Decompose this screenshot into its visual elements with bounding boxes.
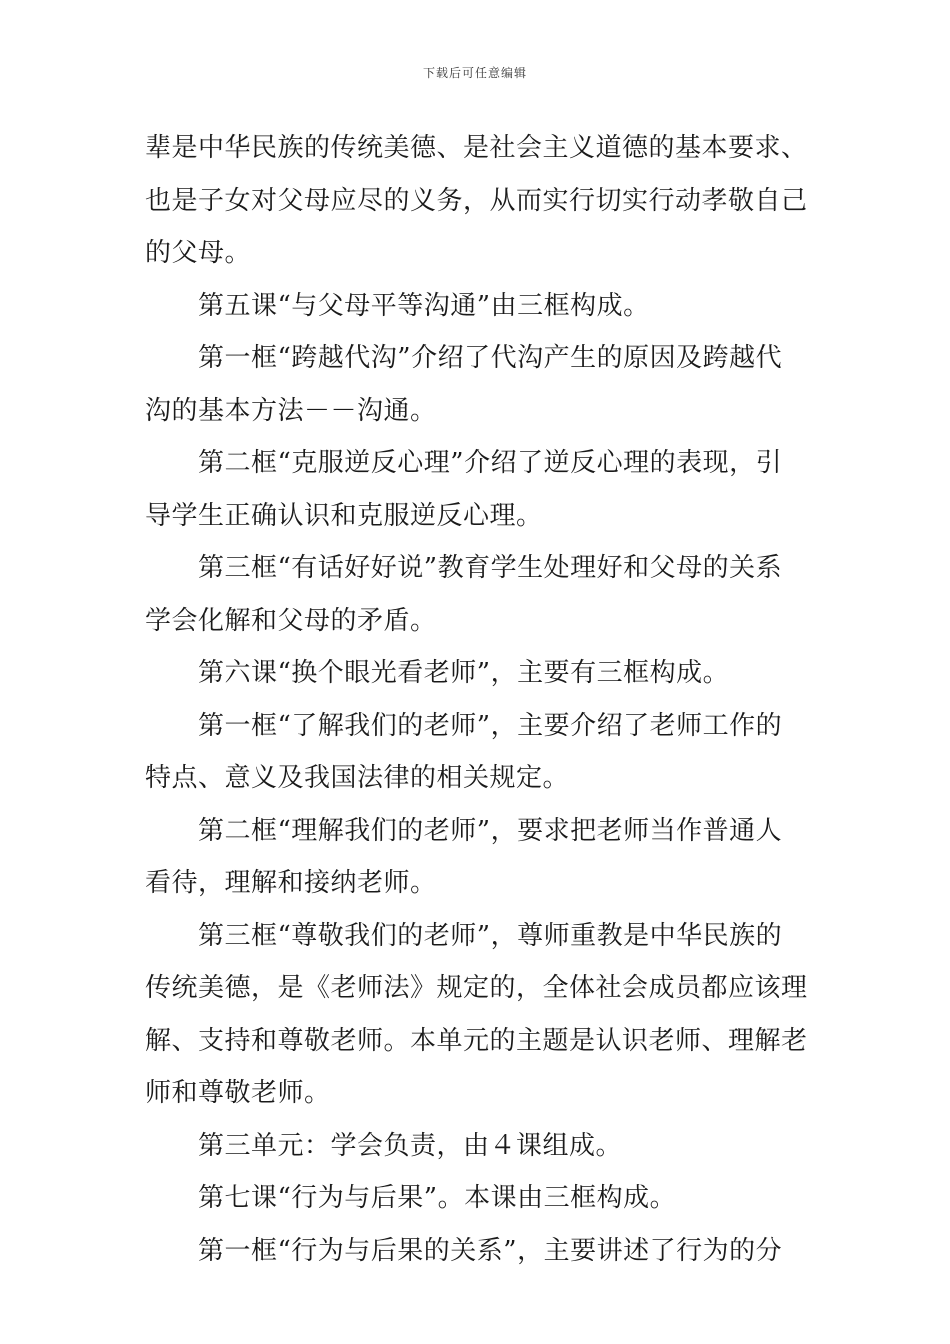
text-line: 第三框“尊敬我们的老师”，尊师重教是中华民族的 <box>198 920 783 951</box>
text-line: 看待，理解和接纳老师。 <box>145 868 437 898</box>
text-line: 第五课“与父母平等沟通”由三框构成。 <box>198 290 650 321</box>
text-line: 也是子女对父母应尽的义务，从而实行切实行动孝敬自己 <box>145 185 808 216</box>
text-line: 师和尊敬老师。 <box>145 1078 331 1108</box>
text-line: 解、支持和尊敬老师。本单元的主题是认识老师、理解老 <box>145 1025 808 1056</box>
text-line: 第三单元：学会负责，由４课组成。 <box>198 1130 623 1161</box>
text-line: 第一框“跨越代沟”介绍了代沟产生的原因及跨越代 <box>198 343 783 373</box>
text-line: 学会化解和父母的矛盾。 <box>145 605 437 636</box>
text-line: 沟的基本方法－－沟通。 <box>145 395 437 426</box>
text-line: 的父母。 <box>145 238 252 268</box>
text-line: 第六课“换个眼光看老师”，主要有三框构成。 <box>198 658 730 688</box>
body-text <box>145 122 810 1277</box>
text-line: 第二框“理解我们的老师”，要求把老师当作普通人 <box>198 815 783 846</box>
text-line: 第一框“了解我们的老师”，主要介绍了老师工作的 <box>198 710 783 741</box>
text-line: 导学生正确认识和克服逆反心理。 <box>145 500 543 531</box>
header-note: 下载后可任意编辑 <box>422 66 527 80</box>
text-line: 辈是中华民族的传统美德、是社会主义道德的基本要求、 <box>145 133 808 163</box>
text-line: 第三框“有话好好说”教育学生处理好和父母的关系 <box>198 553 783 583</box>
text-line: 第七课“行为与后果”。本课由三框构成。 <box>198 1183 677 1213</box>
text-line: 特点、意义及我国法律的相关规定。 <box>145 763 570 793</box>
text-line: 传统美德，是《老师法》规定的，全体社会成员都应该理 <box>145 973 808 1003</box>
text-line: 第二框“克服逆反心理”介绍了逆反心理的表现，引 <box>198 448 783 478</box>
text-line: 第一框“行为与后果的关系”，主要讲述了行为的分 <box>198 1235 783 1266</box>
